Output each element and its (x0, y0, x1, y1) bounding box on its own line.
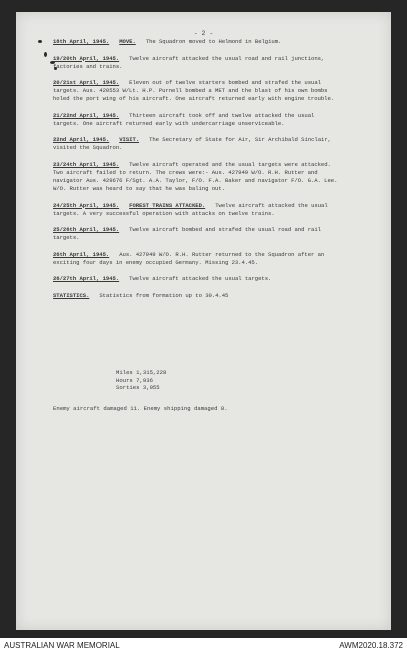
entry-text: Twelve aircraft attacked the usual targets. (129, 275, 272, 283)
page-number: - 2 - (193, 30, 214, 37)
diary-entry (53, 275, 343, 283)
entry-date: 24/25th April, 1945. (53, 201, 120, 209)
diary-entry (53, 112, 343, 128)
diary-entry (53, 55, 343, 71)
entry-date: 26/27th April, 1945. (53, 275, 120, 283)
caption-bar (0, 638, 407, 653)
entry-date: 26th April, 1945. (53, 250, 110, 258)
entry-date: 23/24th April, 1945. (53, 160, 120, 168)
entry-date: 21/22nd April, 1945. (53, 111, 120, 119)
entry-text: Statistics from formation up to 30.4.45 (99, 291, 229, 299)
entry-heading: MOVE. (119, 38, 136, 45)
catalogue-reference: AWM2020.18.372 (339, 641, 403, 650)
entry-date: 19/20th April, 1945. (53, 54, 120, 62)
diary-entry (53, 161, 343, 193)
statistic-line: Miles 1,315,228 (116, 369, 167, 376)
diary-entry (53, 136, 343, 152)
entry-date: 20/21st April, 1945. (53, 79, 120, 87)
enemy-damage-line: Enemy aircraft damaged 11. Enemy shipping damaged 8. (53, 405, 228, 412)
entry-text: The Squadron moved to Helmond in Belgium. (145, 38, 282, 45)
statistic-line: Hours 7,936 (116, 376, 153, 384)
diary-entry (53, 226, 343, 242)
entry-heading: VISIT. (119, 136, 140, 144)
diary-entry (53, 251, 343, 267)
entry-text: The Secretary of State for Air, Sir Archibald Sinclair, visited the Squadron. (53, 136, 331, 152)
entry-text: Twelve aircraft bombed and strafed the usual road and rail targets. (53, 226, 321, 242)
institution-name: AUSTRALIAN WAR MEMORIAL (4, 641, 120, 650)
diary-entries (53, 38, 343, 309)
entry-text: Aus. 427949 W/O. R.H. Rutter returned to the Squadron after an exciting four days in enemy occupied Germany. Missing 23.4.45. (53, 250, 325, 266)
entry-date: 22nd April, 1945. (53, 136, 110, 144)
entry-text: Thirteen aircraft took off and twelve attacked the usual targets. One aircraft returned early with undercarriage unserviceable. (53, 111, 315, 127)
statistics-block (116, 369, 246, 392)
diary-entry (53, 202, 343, 218)
entry-text: Twelve aircraft attacked the usual targets. A very successful operation with attacks on twelve trains. (53, 201, 328, 217)
diary-entry (53, 292, 343, 300)
statistic-line: Sorties 3,055 (116, 384, 160, 392)
diary-entry (53, 38, 343, 46)
entry-date: 25/26th April, 1945. (53, 226, 120, 234)
ink-mark (44, 52, 47, 57)
entry-text: Twelve aircraft operated and the usual targets were attacked. Two aircraft failed to return. The crews were:- Aus. 427949 W/O. R.H. Rutter and navigator Aus. 429676 F/Sgt. A.A. Taylor, F/O. F.A. Baker and navigator F/O. G.A. Lee. W/O. Rutter was heard to say that he was baling out. (53, 160, 338, 192)
ink-mark (38, 40, 42, 43)
entry-text: Eleven out of twelve starters bombed and strafed the usual targets. Aus. 420553 W/Lt. H.P. Purnell bombed a MET and the blast of his own bombs holed the port wing of his aircraft. One aircraft returned early with engine trouble. (53, 79, 335, 103)
entry-date: STATISTICS. (53, 291, 90, 299)
entry-text: Twelve aircraft attacked the usual road and rail junctions, factories and trains. (53, 54, 325, 70)
entry-heading: FOREST TRAINS ATTACKED. (129, 201, 206, 209)
diary-entry (53, 79, 343, 103)
entry-date: 18th April, 1945. (53, 38, 110, 45)
